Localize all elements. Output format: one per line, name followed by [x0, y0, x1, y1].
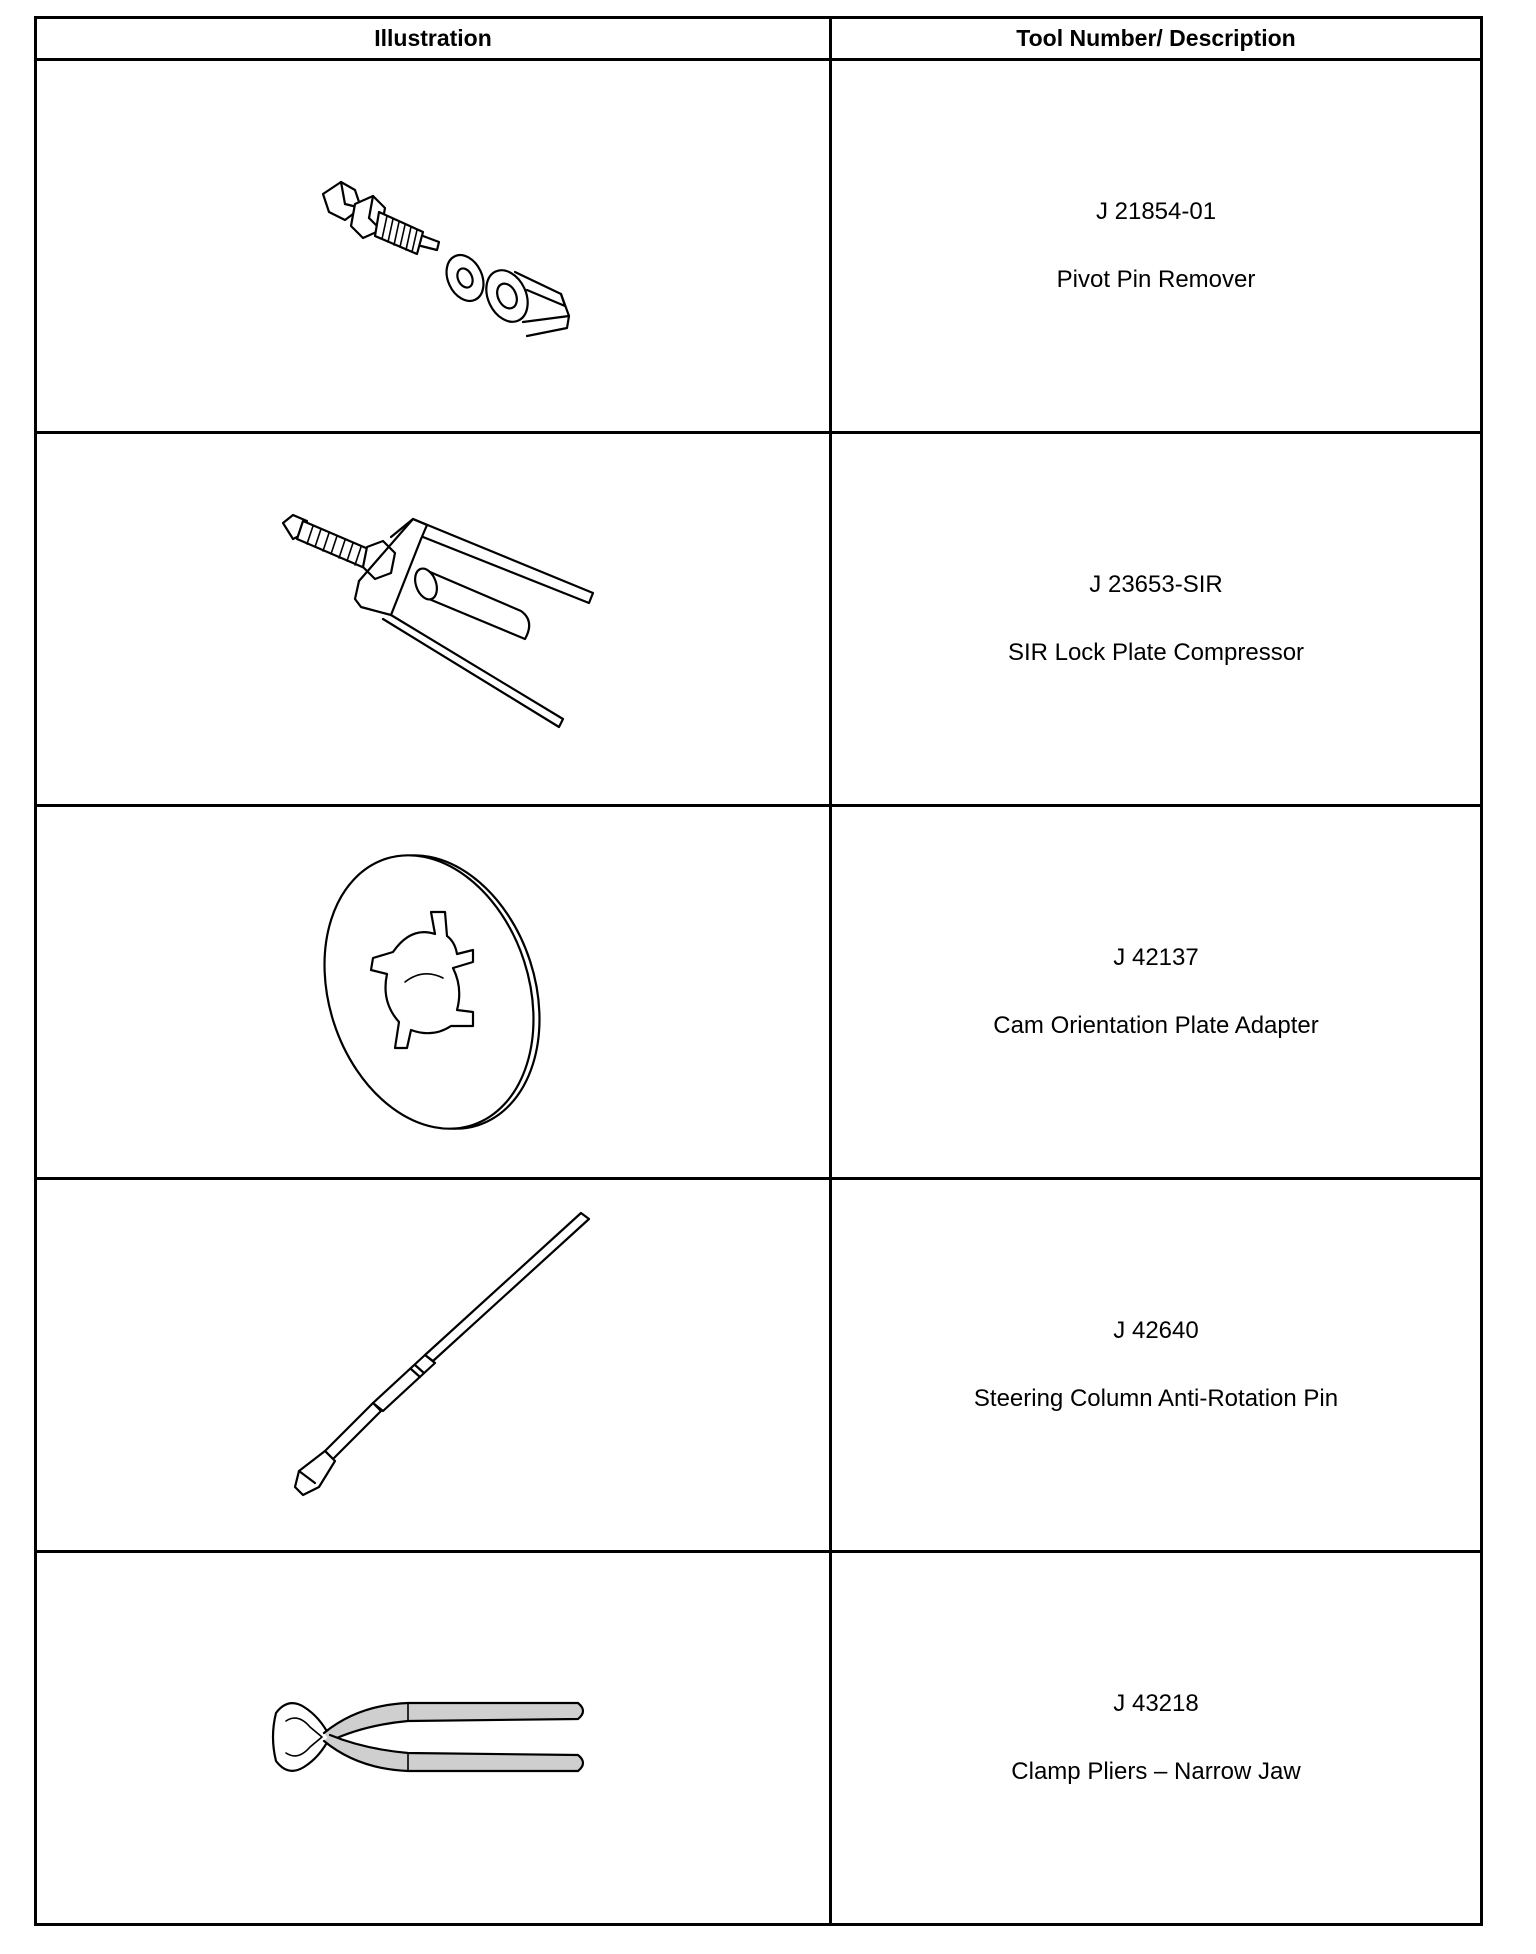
illustration-cell [36, 60, 831, 433]
table-row [36, 1179, 1482, 1552]
table-row [36, 806, 1482, 1179]
tool-description: Pivot Pin Remover [1056, 266, 1256, 293]
illustration-header: Illustration [36, 18, 831, 60]
tool-number-description-header: Tool Number/ Description [831, 18, 1482, 60]
tool-number: J 43218 [1113, 1690, 1199, 1717]
cam-orientation-plate-icon [313, 842, 553, 1142]
tool-number: J 23653-SIR [1089, 571, 1223, 598]
tool-description: Steering Column Anti-Rotation Pin [973, 1385, 1339, 1412]
table-row [36, 433, 1482, 806]
table-row [36, 60, 1482, 433]
tool-description-cell [831, 1179, 1482, 1552]
tool-description-cell [831, 60, 1482, 433]
pivot-pin-remover-icon [283, 146, 583, 346]
tool-description-cell [831, 433, 1482, 806]
lock-plate-compressor-icon [263, 489, 603, 749]
illustration-cell [36, 1179, 831, 1552]
tool-description-cell [831, 806, 1482, 1179]
tool-description: Cam Orientation Plate Adapter [993, 1012, 1319, 1039]
table-row [36, 1552, 1482, 1925]
tool-number: J 21854-01 [1095, 198, 1217, 225]
header-row [36, 18, 1482, 60]
clamp-pliers-icon [268, 1683, 598, 1793]
tool-description: Clamp Pliers – Narrow Jaw [1011, 1758, 1301, 1785]
special-tools-table [34, 16, 1483, 1926]
tool-description: SIR Lock Plate Compressor [1007, 639, 1305, 666]
tool-description-cell [831, 1552, 1482, 1925]
tool-number: J 42640 [1113, 1317, 1199, 1344]
anti-rotation-pin-icon [263, 1205, 603, 1525]
illustration-cell [36, 1552, 831, 1925]
illustration-cell [36, 806, 831, 1179]
tool-number: J 42137 [1113, 944, 1199, 971]
illustration-cell [36, 433, 831, 806]
